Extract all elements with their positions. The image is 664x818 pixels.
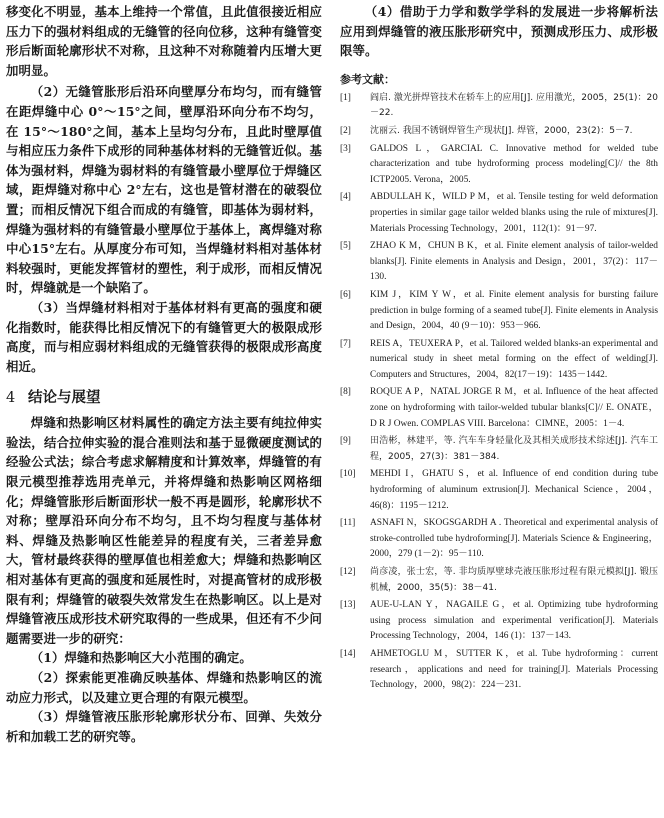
reference-number: [6] — [340, 289, 351, 300]
section-heading — [6, 387, 322, 409]
left-column — [6, 0, 322, 746]
future-item-1: （1）焊缝和热影响区大小范围的确定。 — [30, 650, 252, 666]
reference-item — [340, 239, 658, 286]
reference-number: [11] — [340, 518, 356, 529]
section-number: 4 — [6, 390, 16, 407]
reference-text: AUE-U-LAN Y，NAGAILE G，et al. Optimizing tube hydroforming using process simulation and experimental verification[J]. Materials Processing Technology，2004，146 (1)：137－143. — [370, 600, 658, 642]
reference-text: ASNAFI N，SKOGSGARDH A . Theoretical and experimental analysis of stroke-controlled tube hydroforming[J]. Materials Science & Engineering，2000，279 (1－2)：95－110. — [370, 518, 658, 560]
reference-item — [340, 467, 658, 514]
reference-text: 阎启. 激光拼焊管技术在轿车上的应用[J]. 应用激光，2005，25(1)：20－22. — [370, 92, 658, 119]
reference-item — [340, 124, 658, 140]
reference-text: REIS A，TEUXERA P，et al. Tailored welded blanks-an experimental and numerical study in sheet metal forming on the effect of welding[J]. Computers and Structures，2004，82(17－19)：1435－1442. — [370, 338, 658, 380]
reference-item — [340, 385, 658, 432]
reference-item — [340, 647, 658, 694]
reference-number: [13] — [340, 600, 356, 611]
section-title: 结论与展望 — [28, 389, 101, 407]
reference-text: ABDULLAH K，WILD P M，et al. Tensile testing for weld deformation properties in similar gage tailor welded blanks using the rule of mixtures[J]. Materials Processing Technology，2001，112(1)：91－97. — [370, 192, 658, 234]
reference-item — [340, 434, 658, 465]
right-column — [340, 0, 658, 696]
reference-item — [340, 337, 658, 384]
reference-text: MEHDI I，GHATU S，et al. Influence of end condition during tube hydroforming of aluminum extrusion[J]. Mechanical Science，2004，46(8)：1195－1212. — [370, 469, 658, 511]
reference-number: [14] — [340, 648, 356, 659]
reference-number: [5] — [340, 241, 351, 252]
reference-number: [4] — [340, 192, 351, 203]
reference-number: [3] — [340, 143, 351, 154]
reference-number: [8] — [340, 387, 351, 398]
reference-text: 沈丽云. 我国不锈钢焊管生产现状[J]. 焊管，2000，23(2)：5－7. — [370, 125, 633, 136]
reference-text: 尚彦凌，张士宏，等. 非均质厚壁球壳液压胀形过程有限元模拟[J]. 锻压机械，2000，35(5)：38－41. — [370, 567, 658, 593]
reference-text: GALDOS L，GARCIAL C. Innovative method for welded tube characterization and tube hydroforming process modeling[C]// the 8th ICTP2005. Verona，2005. — [370, 143, 658, 185]
reference-number: [10] — [340, 469, 356, 480]
reference-number: [12] — [340, 567, 356, 577]
future-item-2: （2）探索能更准确反映基体、焊缝和热影响区的流动应力形式，以及建立更合理的有限元模型。 — [6, 670, 322, 705]
paragraph-item-3: （3）当焊缝材料相对于基体材料有更高的强度和硬化指数时，能获得比相反情况下的有缝管更大的极限成形高度，而与相应弱材料组成的无缝管获得的极限成形高度相近。 — [6, 299, 322, 374]
paragraph-item-2: （2）无缝管胀形后沿环向壁厚分布均匀，而有缝管在距焊缝中心 0°～15°之间，壁厚沿环向分布不均匀，在 15°～180°之间，基本上呈均匀分布，且此时壁厚值与相应压力条件下成形的同种基体材料的无缝管近似。基体为强材料，焊缝为弱材料的有缝管最小壁厚位于焊缝区域，距焊缝对称中心 2°左右，这也是管材潜在的破裂位置；而相反情况下组合而成的有缝管，即基体为弱材料，焊缝为强材料的有缝管最小壁厚位于基体上，离焊缝对称中心15°左右。从厚度分布可知，当焊缝材料相对基体材料较强时，更能发挥管材的塑性，利于成形，而相反情况时，焊缝就是一个缺陷了。 — [6, 84, 322, 296]
reference-text: ROQUE A P，NATAL JORGE R M，et al. Influence of the heat affected zone on hydroforming with tailor-welded tubular blanks[C]// E. ONATE，D R J Owen. COMPLAS VIII. Barcelona：CIMNE，2005：1－4. — [370, 387, 658, 429]
reference-item — [340, 565, 658, 596]
reference-item — [340, 598, 658, 645]
reference-number: [2] — [340, 125, 351, 136]
reference-number: [7] — [340, 338, 351, 349]
references-heading: 参考文献： — [340, 72, 395, 86]
reference-item — [340, 288, 658, 335]
reference-list — [340, 91, 658, 694]
paragraph-continued: 移变化不明显，基本上维持一个常值，且此值很接近相应压力下的强材料组成的无缝管的径向位移，这种有缝管变形后断面轮廓形状不对称，且这种不对称随着内压增大更加明显。 — [6, 4, 322, 78]
reference-number: [1] — [340, 92, 351, 103]
future-item-3: （3）焊缝管液压胀形轮廓形状分布、回弹、失效分析和加载工艺的研究等。 — [6, 709, 322, 744]
reference-text: KIM J，KIM Y W，et al. Finite element analysis for bursting failure prediction in bulge forming of a seamed tube[J]. Finite elements in Analysis and Design，2004，40 (9－10)：953－966. — [370, 289, 658, 332]
conclusion-paragraph: 焊缝和热影响区材料属性的确定方法主要有纯拉伸实验法，结合拉伸实验的混合准则法和基于显微硬度测试的经验公式法；综合考虑求解精度和计算效率，焊缝管的有限元模型推荐选用壳单元，并将焊缝和热影响区网格细化；焊缝管胀形后断面形状一般不再是圆形，轮廓形状不对称；壁厚沿环向分布不均匀，且不均匀程度与基体材料、焊缝及热影响区性能差异的程度有关，三者差异愈大，管材最终获得的壁厚值也相差愈大；焊缝和热影响区相对基体有更高的强度和延展性时，对提高管材的成形极限有利；焊缝管的破裂失效常发生在热影响区。以上是对焊缝管液压成形技术研究取得的一些成果，但还有不少问题需要进一步的研究： — [6, 415, 322, 646]
future-item-4: （4）借助于力学和数学学科的发展进一步将解析法应用到焊缝管的液压胀形研究中，预测成形压力、成形极限等。 — [340, 4, 658, 59]
reference-item — [340, 91, 658, 122]
reference-item — [340, 190, 658, 237]
reference-number: [9] — [340, 436, 351, 447]
reference-item — [340, 516, 658, 563]
reference-text: ZHAO K M，CHUN B K，et al. Finite element analysis of tailor-welded blanks[J]. Finite elements in Analysis and Design，2001，37(2)：117－130. — [370, 241, 658, 283]
reference-text: AHMETOGLU M，SUTTER K，et al. Tube hydroforming：current research，applications and need for training[J]. Materials Processing Technology，2000，98(2)：224－231. — [370, 648, 658, 691]
reference-item — [340, 142, 658, 189]
reference-text: 田浩彬，林建平，等. 汽车车身轻量化及其相关成形技术综述[J]. 汽车工程，2005，27(3)：381－384. — [370, 436, 658, 462]
